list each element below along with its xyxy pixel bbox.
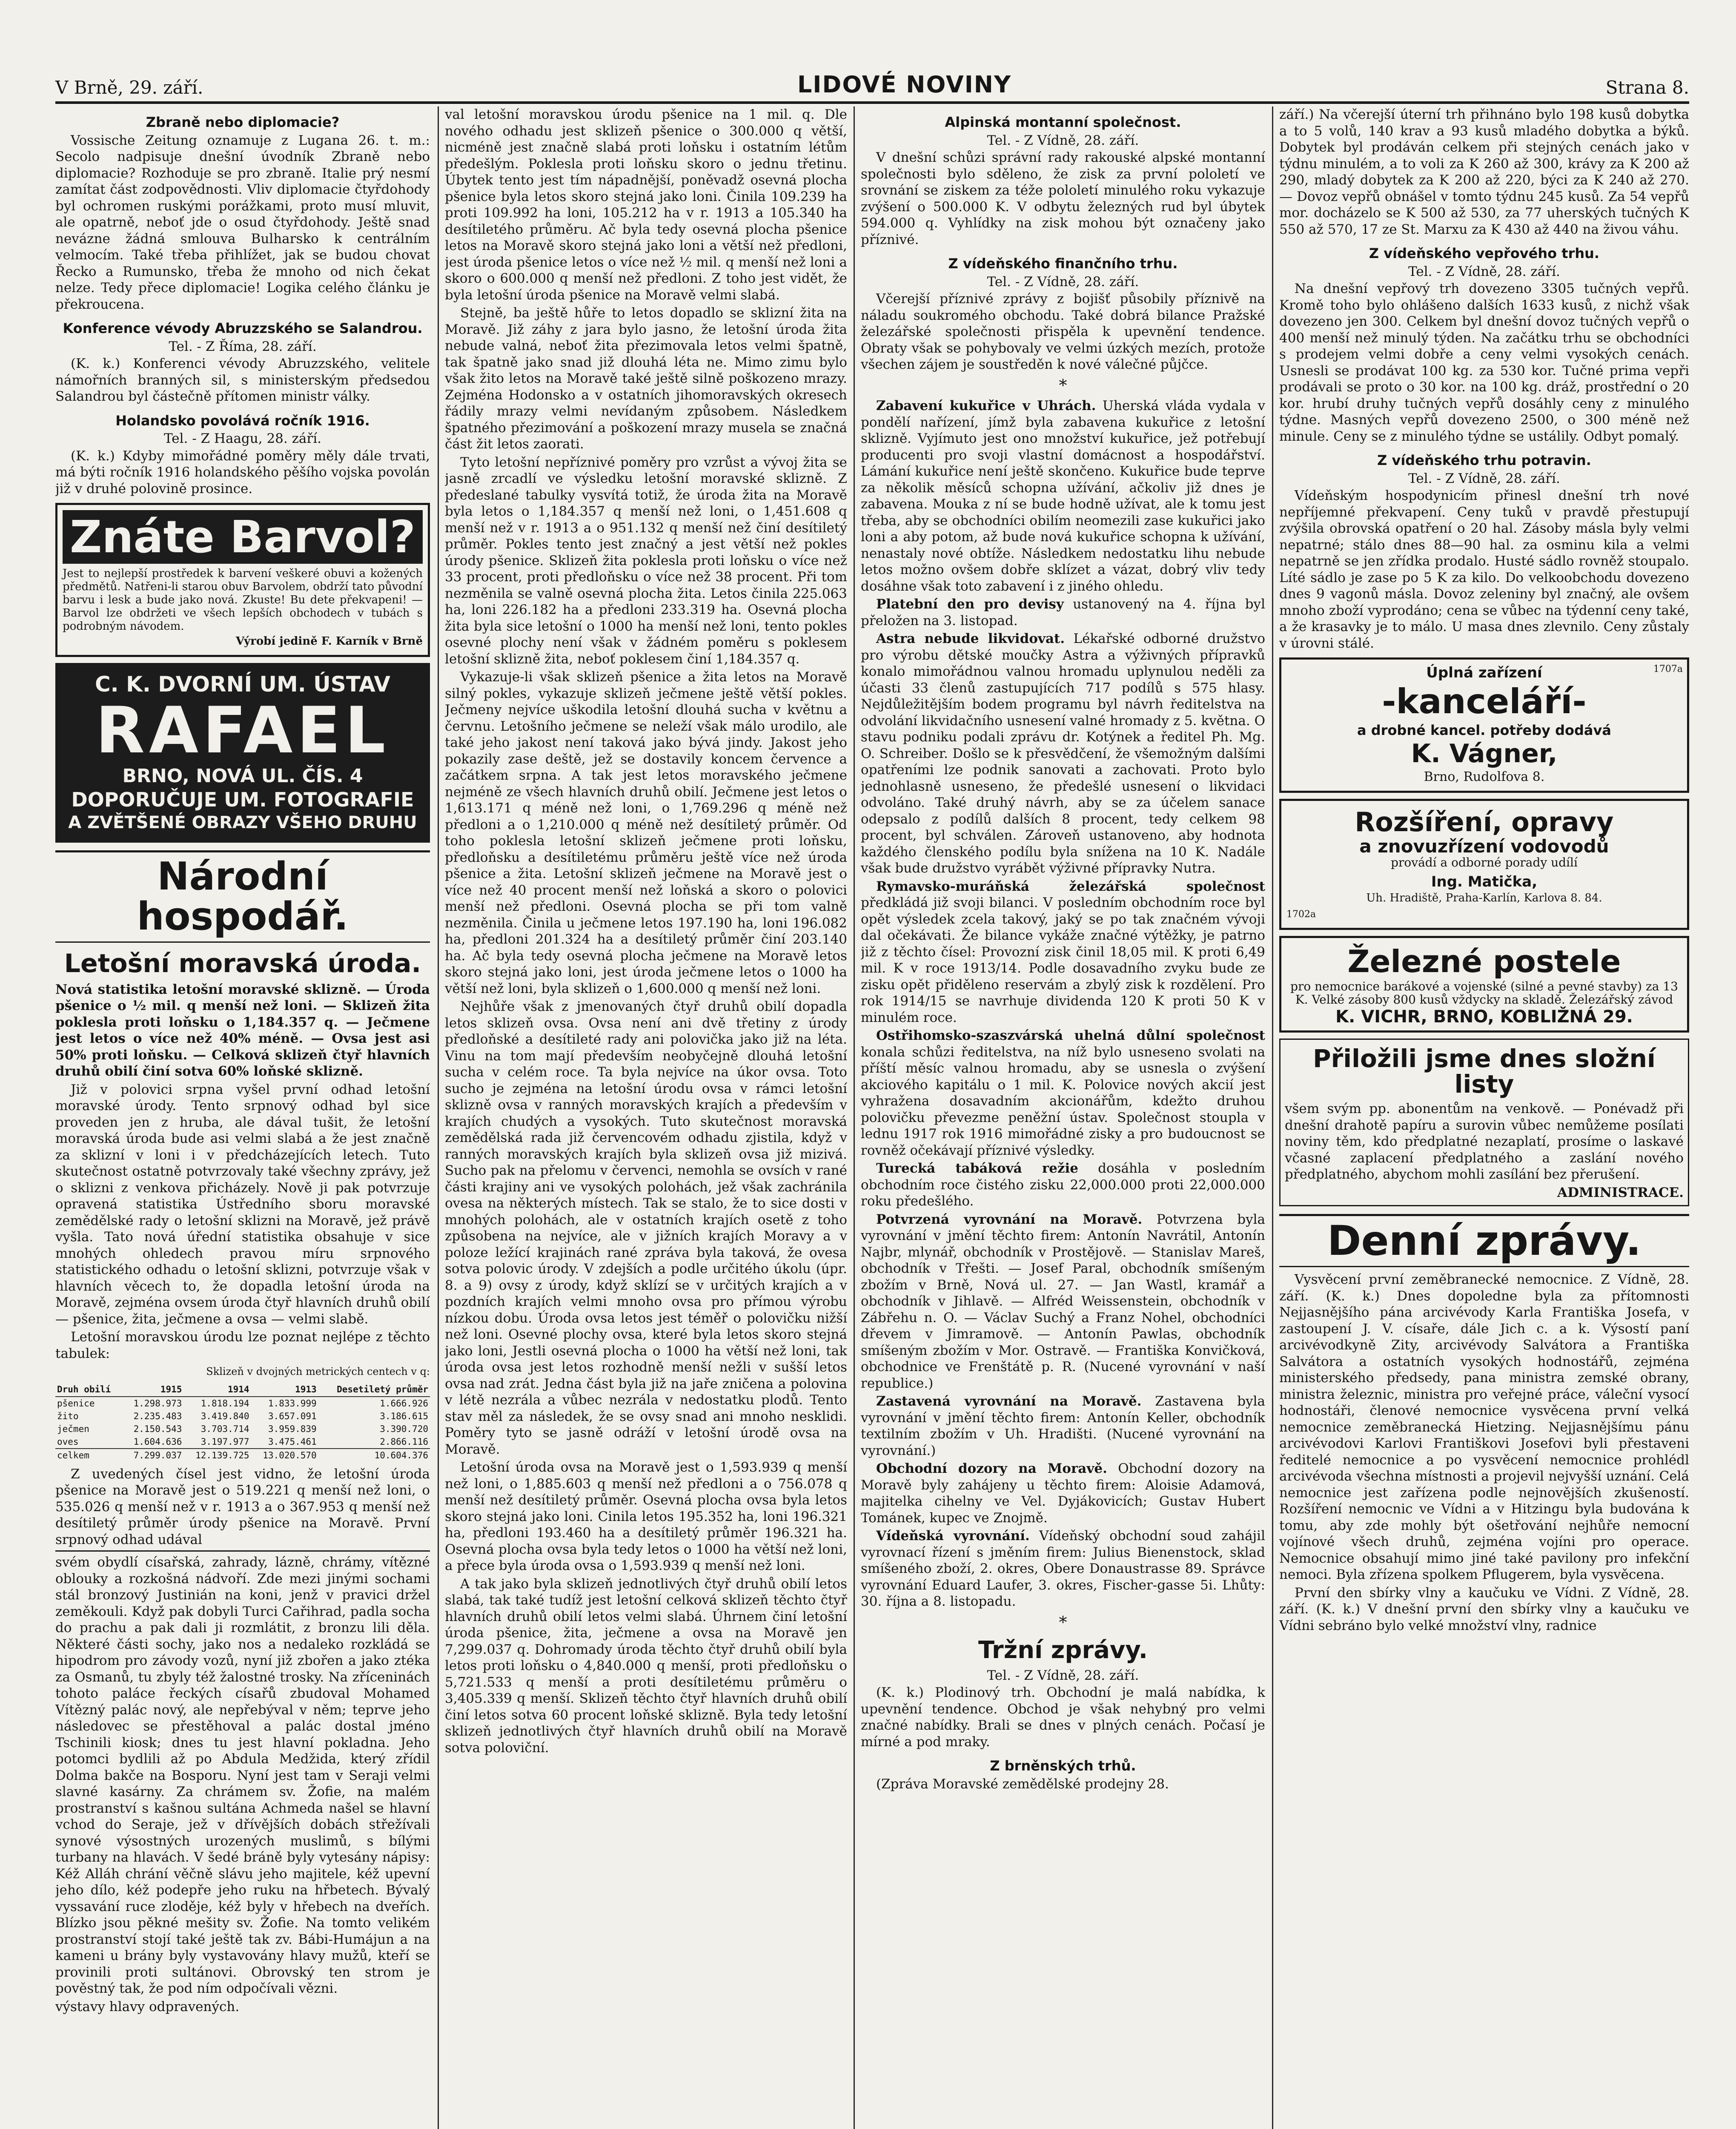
table-cell: 7.299.037: [123, 1449, 183, 1462]
article-body: (K. k.) Plodinový trh. Obchodní je malá nabídka, k upevnění tendence. Obchod je však nehybný pro velmi značné nabídky. Brali se dnes v plných cenách. Počasí je mírné a pod mraky.: [861, 1685, 1265, 1750]
table-row: [55, 1397, 430, 1410]
table-cell: 1.298.973: [133, 1398, 182, 1409]
dateline: Tel. - Z Vídně, 28. září.: [987, 1667, 1139, 1683]
table-cell: oves: [57, 1436, 79, 1447]
ad-name: K. Vágner,: [1411, 739, 1558, 769]
table-header-cell: 1913: [251, 1383, 318, 1397]
harvest-table: [55, 1383, 430, 1462]
table-cell: 3.475.461: [268, 1436, 317, 1447]
table-cell: 3.186.615: [380, 1411, 428, 1421]
ad-line: a znovuzřízení vodovodů: [1359, 835, 1609, 857]
table-cell: 3.703.714: [201, 1423, 249, 1434]
ad-address: Brno, Rudolfova 8.: [1424, 769, 1545, 784]
article-title: Alpinská montanní společnost.: [945, 114, 1181, 130]
article-body: První den sbírky vlny a kaučuku ve Vídni. Z Vídně, 28. září. (K. k.) V dnešní první den sbírky vlny a kaučuku ve Vídni sebráno bylo velké množství vlny, radnice: [1279, 1585, 1689, 1633]
ad-line: Úplná zařízení: [1426, 664, 1542, 681]
ad-title: Znáte Barvol?: [63, 510, 423, 564]
article-title: Z vídeňského vepřového trhu.: [1369, 245, 1600, 261]
column-1: [55, 106, 430, 2129]
ad-code: 1707a: [1653, 664, 1683, 674]
lead-summary: Nová statistika letošní moravské sklizně. — Úroda pšenice o ½ mil. q menší než loni. — Sklizeň žita poklesla proti loňsku o 1,184.357 q. — Ječmene jest letos o více než 40% méně. — Ovsa jest asi 50% proti loňsku. — Celková sklizeň čtyř hlavních druhů obilí činí sotva 60% loňské sklizně.: [55, 981, 430, 1079]
feuilleton-body: svém obydlí císařská, zahrady, lázně, chrámy, vítězné oblouky a rozkošná nádvoří. Zde mezi jinými sochami stál bronzový Justinián na koni, jenž v pravici držel zeměkouli. Když pak dobyli Turci Cařihrad, padla socha do prachu a pak dali ji rozmlátit, z bronzu lili děla. Některé části sochy, jako nos a nedaleko rozkládá se hipodrom pro závody vozů, nyní již zbořen a jako ztéka za Osmanů, tu zbyly též žalostné trosky. Na zříceninách tohoto paláce řeckých císařů zbudoval Mohamed Vítězný palác nový, ale nepřebýval v něm; teprve jeho následovec se přestěhoval a palác dostal jméno Tschinili kiosk; dnes tu jest hlavní pokladna. Jeho potomci bydlili až po Abdula Medžida, který zřídil Dolma bakče na Bosporu. Nyní jest tam v Seraji velmi slavné kasárny. Za chrámem sv. Žofie, na malém prostranství s kašnou sultána Achmeda našel se hlavní vchod do Seraje, jež v dřívějších dobách střežívali synové výsostných urozených muslimů, s bílými turbany na hlavách. V šedé bráně byly vytesány nápisy: Kéž Alláh chrání věčně slávu jeho majitele, kéž upevní jeho dílo, kéž podepře jeho ruku na hřbetech. Bývalý vyssavání ruce zloděje, kéž byly v hřebech na dveřích. Blízko jsou pěkné mešity sv. Žofie. Na tomto velikém prostranství stojí také ještě tak zv. Bábi-Humájun a na kameni u brány byly vystavovány hlavy mužů, kteří se provinili proti sultánovi. Obrovský ten strom je pověstný tak, že pod ním odpočívali vězni.: [55, 1555, 430, 1996]
advertisement-beds: [1279, 936, 1689, 1033]
article-title: Holandsko povolává ročník 1916.: [115, 412, 370, 429]
article-body: Z uvedených čísel jest vidno, že letošní úroda pšenice na Moravě jest o 519.221 q menší než loni, o 535.026 q menší než v r. 1913 a o 367.953 q menší než desítiletý průměr úrody pšenice na Moravě. První srpnový odhad udával: [55, 1466, 430, 1547]
ad-address: Uh. Hradiště, Praha-Karlín, Karlova 8. 84.: [1366, 892, 1602, 904]
table-cell: 3.959.839: [268, 1423, 317, 1434]
article-body: Stejně, ba ještě hůře to letos dopadlo se sklizní žita na Moravě. Již záhy z jara bylo jasno, že letošní úroda žita nebude valná, neboť žita přezimovala letos velmi špatně, tak špatně jako snad již dlouhá léta ne. Mimo zimu bylo však žito letos na Moravě také ještě silně poškozeno mrazy. Zejména Hodonsko a v ostatních jihomoravských okresech řádily mrazy velmi nevídaným způsobem. Následkem špatného přezimování a poškození mrazy musela se značná část žit letos zaorati.: [445, 305, 847, 452]
divider: [55, 1550, 430, 1552]
article-body: Na dnešní vepřový trh dovezeno 3305 tučných vepřů. Kromě toho bylo ohlášeno dalších 1633 kusů, z nichž však dovezeno jen 300. Celkem byl dnešní dovoz tučných vepřů o 400 menší než minulý týden. Na začátku trhu se obchodníci s prodejem velmi dobře a ceny velmi vysokých cenách. Usnesli se prodávat 100 kg. za 530 kor. Tučné prima vepři prodávali se proto o 30 kor. na 100 kg. dráž, prostřední o 20 kor. hrubí druhy tučných vepřů dosáhly ceny z minulého týdne. Masných vepřů dovezeno 2500, o 300 méně než minule. Ceny se z minulého týdne se ustálily. Odbyt pomalý.: [1279, 281, 1689, 444]
table-cell: 13.020.570: [251, 1449, 318, 1462]
dateline: Tel. - Z Vídně, 28. září.: [1408, 264, 1560, 279]
table-intro: Letošní moravskou úrodu lze poznat nejlépe z těchto tabulek:: [55, 1329, 430, 1361]
article-body: Letošní úroda ovsa na Moravě jest o 1,593.939 q menší než loni, o 1,885.603 q menší než předloni a o 756.078 q menší než desítiletý průměr. Osevná plocha ovsa byla letos skoro stejná jako loni. Cinila letos 195.352 ha, loni 196.321 ha, předloni 193.460 ha a desítiletý průměr 196.321 ha. Osevná plocha ovsa byla tedy letos o 1000 ha větší než loni, a přece byla úroda ovsa o 1,593.939 q menší než loni.: [445, 1460, 847, 1573]
ad-text: Jest to nejlepší prostředek k barvení veškeré obuvi a kožených předmětů. Natřeni-li starou obuv Barvolem, obdrží tato původní barvu i lesk a bude jako nová. Zkuste! Bu dete překvapeni! — Barvol lze obdržeti ve všech lepších obchodech v tubách s podrobným návodem.: [63, 567, 423, 633]
article-body: Vysvěcení první zeměbranecké nemocnice. Z Vídně, 28. září. (K. k.) Dnes dopoledne byla za přítomnosti Nejjasnějšího pána arcivévody Karla Františka Josefa, v zastoupení J. V. císaře, dále Jich c. a k. Výsostí paní arcivévodkyně Zity, arcivévody Salvátora a Františka Salvátora a ostatních vysokých hodnostářů, zejména ministerského předsedy, pana ministra zemské obrany, ministra železnic, ministra pro veřejné práce, váleční vysocí hodnostáři, členové nemocnice vysvěcena první velká nemocnice zeměbranecká Hietzing. Nejjasnějšímu pánu arcivévodovi Karlovi Františkovi Josefovi byli přestaveni ředitelé nemocnice a po vysvěcení nemocnice prohlédl arcivévoda všechna místnosti a projevil nejvyšší uznání. Celá nemocnice jest zařízena podle nejnovějších zkušeností. Rozšíření nemocnic ve Vídni a v Hitzingu byla budována k tomu, aby zde mohly být ošetřování nejhůře nemocní vojínové všech druhů, zejména vojíni pro operace. Nemocnice obsahují mimo jiné také pavilony pro infekční nemoci. Byla zřízena spolkem Pflugerem, byla vysvěcena.: [1279, 1272, 1689, 1583]
lead-body: Již v polovici srpna vyšel první odhad letošní moravské úrody. Tento srpnový odhad byl sice proveden jen z hruba, ale dával tušit, že letošní moravská úroda bude asi velmi slabá a že jest značně za sklizní v loni i v předcházejících letech. Tuto skutečnost ostatně potvrzovaly také všechny zprávy, jež o sklizni z venkova přicházely. Nově ji pak potvrzuje opravená statistika Ústředního sboru moravské zemědělské rady o letošní sklizni na Moravě, jež právě vyšla. Tato nová úřední statistika obsahuje v sice mnohých ohledech pravou míru srpnového statistického odhadu o letošní sklizni, potvrzuje však v hlavních věcech to, že dopadla letošní úroda na Moravě, zejména ovsem úroda čtyř hlavních druhů obilí — pšenice, žita, ječmene a ovsa — velmi slabě.: [55, 1082, 430, 1327]
item-title: Rymavsko-muráňská železářská společnost: [876, 878, 1265, 894]
article-body: Tyto letošní nepříznivé poměry pro vzrůst a vývoj žita se jasně zrcadlí ve výsledku letošní moravské sklizně. Z předeslané tabulky vysvítá totiž, že úroda žita na Moravě byla letos o 1,184.357 q menší než loni, o 1,451.608 q menší než v r. 1913 a o 951.132 q menší než činí desítiletý průměr. Pokles tento jest značný a jest větší než pokles úrody pšenice. Sklizeň žita poklesla proti loňsku o více než 33 procent, proti předloňsku o více než 38 procent. Při tom nezměnila se valně osevná plocha žita. Letos činila 225.063 ha, loni 226.182 ha a předloni 233.319 ha. Osevná plocha žita byla sice letošní o 1000 ha menší než loni, tento pokles osevné plochy není však v žádném poměru s poklesem letošní sklizně žita, neboť poklesem činí 1,184.357 q.: [445, 454, 847, 667]
section-title: Denní zprávy.: [1279, 1214, 1689, 1267]
ad-text: pro nemocnice barákové a vojenské (silné a pevné stavby) za 13 K. Velké zásoby 800 kusů vždycky na skladě. Železářský závod: [1290, 979, 1678, 1007]
notice-title: Přiložili jsme dnes složní listy: [1313, 1044, 1656, 1099]
table-cell: ječmen: [57, 1423, 89, 1434]
article-body: A tak jako byla sklizeň jednotlivých čtyř druhů obilí letos slabá, tak také tudíž jest letošní celková sklizeň těchto čtyř hlavních druhů obilí letos velmi slabá. Úhrnem činí letošní úroda pšenice, žita, ječmene a ovsa na Moravě jen 7,299.037 q. Dohromady úroda těchto čtyř druhů obilí byla letos proti loňsku o 4,840.000 q menší, proti předloňsku o 5,721.533 q menší a proti desítiletému průměru o 3,405.339 q menší. Sklizeň těchto čtyř hlavních druhů obilí činí letos sotva 60 procent loňské sklizně. Byla tedy letošní sklizeň jednotlivých čtyř hlavních druhů obilí na Moravě sotva poloviční.: [445, 1576, 847, 1756]
table-cell: 3.657.091: [268, 1411, 317, 1421]
ad-line: C. K. DVORNÍ UM. ÚSTAV: [95, 671, 391, 697]
item-title: Zastavená vyrovnání na Moravě.: [876, 1394, 1142, 1409]
dateline: Tel. - Z Vídně, 28. září.: [987, 274, 1139, 290]
column-3: [861, 106, 1265, 2129]
dateline: Tel. - Z Vídně, 28. září.: [987, 132, 1139, 148]
separator-star: *: [1059, 1613, 1067, 1632]
table-total-row: [55, 1449, 430, 1462]
table-caption: Sklizeň v dvojných metrických centech v q:: [206, 1366, 430, 1377]
ad-line: A ZVĚTŠENÉ OBRAZY VŠEHO DRUHU: [68, 812, 417, 832]
ad-line: BRNO, NOVÁ UL. ČÍS. 4: [122, 765, 363, 787]
item-title: Turecká tabáková režie: [876, 1161, 1078, 1176]
item-title: Obchodní dozory na Moravě.: [876, 1461, 1107, 1476]
table-cell: žito: [57, 1411, 79, 1421]
dateline: Tel. - Z Haagu, 28. září.: [163, 431, 322, 446]
notice-body: všem svým pp. abonentům na venkově. — Ponévadž při dnešní drahotě papíru a surovin vůbec nemůžeme posílati noviny těm, kdo předplatné nezaplatí, prosíme o laskavé včasné zaplacení předplatného a zaslání nového předplatného, abychom mohli zasílání bez přerušení.: [1285, 1101, 1684, 1182]
ad-seller: Výrobí jedině F. Karník v Brně: [235, 635, 423, 648]
table-header-cell: Desetiletý průměr: [318, 1383, 430, 1397]
item-body: předkládá již svoji bilanci. V posledním obchodním roce byl opět výsledek zcela takový, jaký se po tak značném vývoji dal očekávati. Že bilance vykáže značné výtěžky, je patrno již z těchto čísel: Provozní zisk činil 18,05 mil. K proti 6,49 mil. K v roce 1913/14. Podle dosavadního zvyku bude ze zisku opět přiděleno reservám a zbylý zisk k rozdělení. Pro rok 1914/15 se navrhuje dividenda 120 K proti 50 K v minulém roce.: [861, 895, 1265, 1025]
item-title: Zabavení kukuřice v Uhrách.: [876, 398, 1096, 413]
table-header-cell: 1914: [183, 1383, 251, 1397]
advertisement-vagner: [1279, 657, 1689, 793]
article-body: Vossische Zeitung oznamuje z Lugana 26. t. m.: Secolo nadpisuje dnešní úvodník Zbraně nebo diplomacie? Rozhoduje se pro zbraně. Italie prý nesmí zamítat část zodpovědnosti. Vliv diplomacie čtyřdohody byl ochromen ruskými porážkami, proto musí mluvit, ale opatrně, neboť jde o osud čtyřdohody. Ještě snad nevázne žádná smlouva Bulharsko k centrálním velmocím. Také třeba přihlížet, jak se budou chovat Řecko a Rumunsko, třeba že mnoho od nich čekat nelze. Tedy přece diplomacie! Logika celého článku je překroucena.: [55, 132, 430, 312]
dateline: Tel. - Z Vídně, 28. září.: [1408, 471, 1560, 486]
section-title: Národní hospodář.: [55, 850, 430, 943]
page-number: Strana 8.: [1605, 77, 1689, 98]
table-header-cell: Druh obilí: [55, 1383, 123, 1397]
table-cell: 1.604.636: [133, 1436, 182, 1447]
table-cell: 3.197.977: [201, 1436, 249, 1447]
table-cell: 10.604.376: [318, 1449, 430, 1462]
table-cell: pšenice: [57, 1398, 95, 1409]
item-body: Lékařské odborné družstvo pro výrobu dětské moučky Astra a výživných přípravků konalo mimořádnou valnou hromadu uplynulou neděli za účasti 33 členů zastupujících 717 podílů s 575 hlasy. Nejdůležitějším bodem programu byl návrh ředitelstva na odvolání likvidačního usnesení valné hromady z 5. května. O stavu podniku podali zprávu dr. Kotýnek a ředitel Ph. Mg. O. Schreiber. Došlo se k přesvědčení, že všemožným dalšími opatřeními lze podnik sanovati a zachovati. Proto bylo jednohlasně usneseno, že předešlé usnesení o likvidaci odvoláno. Také druhý návrh, aby se za účelem sanace odepsalo z podílů dalších 8 procent, tedy celkem 98 procent, byl schválen. Zároveň ustanoveno, aby hodnota každého členského podílu byla snížena na 10 K. Nadále však bude družstvo vyrábět výživné přípravky Nutra.: [861, 631, 1265, 876]
column-rule: [854, 106, 855, 2129]
article-body: Vídeňským hospodynicím přinesl dnešní trh nové nepříjemné překvapení. Ceny tuků v pravdě přestupují zvýšila obrovská opatření o 20 hal. Zásoby másla byly velmi nepatrné; stálo dnes 88—90 hal. za osminu kila a velmi nepatrně se jen zřídka prodalo. Husté sádlo rovněž stoupalo. Líté sádlo je zase po 5 K za kilo. Do velkoobchodu dovezeno dnes 9 vagonů másla. Dovoz zeleniny byl značný, ale ovšem mnoho zboží vyprodáno; cena se vůbec na týdenní ceny také, a že krasavky je to málo. U masa dnes zlevnilo. Ceny zůstaly v úrovni stálé.: [1279, 488, 1689, 651]
ad-title: Rozšíření, opravy: [1355, 806, 1614, 838]
item-body: Vídeňský obchodní soud zahájil vyrovnací řízení s jměním firem: Julius Bienenstock, sklad smíšeného zboží, 2. okres, Obere Donaustrasse 89. Správce vyrovnání Eduard Laufer, 3. okres, Fischer-gasse 5i. Lhůty: 30. října a 8. listopadu.: [861, 1528, 1265, 1609]
ad-line: DOPORUČUJE UM. FOTOGRAFIE: [71, 788, 414, 811]
ad-code: 1702a: [1286, 909, 1316, 920]
article-title: Z vídeňského trhu potravin.: [1377, 452, 1591, 468]
table-cell: 12.139.725: [183, 1449, 251, 1462]
item-title: Vídeňská vyrovnání.: [876, 1528, 1030, 1544]
advertisement-waterworks: [1279, 799, 1689, 930]
article-title: Z brněnských trhů.: [990, 1758, 1136, 1774]
ad-name: Ing. Matička,: [1431, 873, 1538, 890]
item-body: ustanovený na 4. října byl přeložen na 3. listopad.: [861, 597, 1265, 628]
article-body: val letošní moravskou úrodu pšenice na 1 mil. q. Dle nového odhadu jest sklizeň pšenice o 300.000 q větší, nicméně jest značně slabá proti loňsku i ostatním létům předešlým. Poklesla proti loňsku skoro o jednu třetinu. Úbytek tento jest tím nápadnější, poněvadž osevná plocha pšenice byla letos skoro stejná jako loni. Činila 109.239 ha proti 109.992 ha loni, 105.212 ha v r. 1913 a 105.340 ha desítiletého průměru. Ač byla tedy osevná plocha pšenice letos na Moravě skoro stejná jako loni a větší než předloni, jest úroda pšenice letos o více než ½ mil. q menší než loni a skoro o 600.000 q menší než předloni. Z toho jest vidět, že byla letošní úroda pšenice na Moravě velmi slabá.: [445, 107, 847, 303]
item-title: Platební den pro devisy: [876, 597, 1064, 612]
subscription-notice: [1279, 1039, 1689, 1207]
table-cell: 3.390.720: [380, 1423, 428, 1434]
column-4: [1279, 106, 1689, 2129]
ad-line: provádí a odborné porady udílí: [1391, 855, 1578, 869]
article-body: (Zpráva Moravské zemědělské prodejny 28.: [876, 1776, 1169, 1792]
item-body: Zastavena byla vyrovnání v jmění těchto firem: Antonín Keller, obchodník textilním zbožím v Uh. Hradišti. (Nucené vyrovnání na vyrovnání.): [861, 1394, 1265, 1458]
article-body: září.) Na včerejší úterní trh přihnáno bylo 198 kusů dobytka a to 5 volů, 140 krav a 93 kusů mladého dobytka a býků. Dobytek byl prodáván celkem při stejných cenách jako v týdnu minulém, a to voli za K 260 až 300, krávy za K 200 až 290, mladý dobytek za K 200 až 220, býci za K 240 až 270. — Dovoz vepřů obnášel v tomto týdnu 245 kusů. Za 54 vepřů mor. docházelo se K 500 až 530, za 77 uherských tučných K 550 až 570, 17 ze St. Marxu za K 430 až 440 na živou váhu.: [1279, 107, 1689, 237]
ad-name: K. VICHR, BRNO, KOBLIŽNÁ 29.: [1335, 1007, 1633, 1027]
lead-title: Letošní moravská úroda.: [64, 948, 421, 978]
item-title: Potvrzená vyrovnání na Moravě.: [876, 1211, 1143, 1227]
column-2: [445, 106, 847, 2129]
ad-line: a drobné kancel. potřeby dodává: [1357, 722, 1611, 738]
item-body: dosáhla v posledním obchodním roce čistého zisku 22,000.000 proti 22,000.000 roku předešlého.: [861, 1161, 1265, 1209]
table-cell: 1.818.194: [201, 1398, 249, 1409]
table-cell: 2.150.543: [133, 1423, 182, 1434]
item-body: Obchodní dozory na Moravě byly zahájeny u těchto firem: Aloisie Adamová, majitelka cihelny ve Vel. Dyjákovicích; Gustav Hubert Tománek, kupec ve Znojmě.: [861, 1461, 1265, 1526]
header-rule: [55, 101, 1689, 104]
dateline: Tel. - Z Říma, 28. září.: [169, 339, 317, 354]
table-row: [55, 1423, 430, 1435]
column-rule: [1272, 106, 1273, 2129]
article-body: Včerejší příznivé zprávy z bojišť působily příznivě na náladu soukromého obchodu. Také dobrá bilance Pražské železářské společnosti přispěla k upevnění tendence. Obraty však se pohybovaly ve velmi úzkých mezích, protože všechen zájem je soustředěn k nové válečné půjčce.: [861, 291, 1265, 372]
article-title: Z vídeňského finančního trhu.: [948, 255, 1178, 272]
header-date: V Brně, 29. září.: [55, 77, 203, 98]
table-row: [55, 1410, 430, 1423]
table-row: [55, 1435, 430, 1449]
advertisement-rafael: [55, 663, 430, 843]
table-cell: 2.866.116: [380, 1436, 428, 1447]
feuilleton-end: výstavy hlavy odpravených.: [55, 1999, 240, 2014]
section-title: Tržní zprávy.: [978, 1636, 1148, 1664]
table-cell: celkem: [55, 1449, 123, 1462]
table-cell: 1.666.926: [380, 1398, 428, 1409]
item-title: Ostřihomsko-szaszvárská uhelná důlní společnost: [876, 1028, 1265, 1043]
table-cell: 2.235.483: [133, 1411, 182, 1421]
article-body: (K. k.) Konferenci vévody Abruzzského, velitele námořních branných sil, s ministerským předsedou Salandrou byl částečně přítomen ministr války.: [55, 356, 430, 404]
item-body: Potvrzena byla vyrovnání v jmění těchto firem: Antonín Navrátil, Antonín Najbr, mlynář, obchodník v Prostějově. — Stanislav Mareš, obchodník v Třešti. — Josef Paral, obchodník smíšeným zbožím v Brně, Nová ul. 27. — Jan Wastl, kramář a obchodník v Jihlavě. — Alfréd Weissenstein, obchodník v Zábřehu n. O. — Václav Suchý a Franz Nohel, obchodníci dřevem v Jimramově. — Antonín Pawlas, obchodník smíšeným zbožím v Mor. Ostravě. — Františka Konvičková, obchodnice ve Frenštátě p. R. (Nucené vyrovnání v naší republice.): [861, 1211, 1265, 1391]
table-header-cell: 1915: [123, 1383, 183, 1397]
column-rule: [438, 106, 439, 2129]
page-header: [55, 64, 1689, 98]
notice-signature: ADMINISTRACE.: [1557, 1185, 1684, 1200]
ad-title: -kanceláří-: [1382, 681, 1587, 721]
item-body: Uherská vláda vydala v pondělí nařízení, jímž byla zabavena kukuřice z letošní sklizně. Vyjímuto jest ono množství kukuřice, jež potřebují producenti pro svoji vlastní domácnost a hospodářství. Lámání kukuřice není ještě skončeno. Kukuřice bude teprve za několik měsíců schopna užívání, ačkoliv již dnes je zabavena. Mouka z ní se bude hodně užívat, ale k tomu jest třeba, aby se obchodníci obilím neomezili zase kukuřici jako loni a aby potom, až bude nová kukuřice schopna k užívání, nenastaly nové obtíže. Následkem nedostatku lihu nebude letos možno ovšem dobře sklízet a vázat, dobrý vliv tedy dosáhne však toto zabavení i z jiného ohledu.: [861, 398, 1265, 594]
advertisement-barvol: [55, 503, 430, 657]
masthead: LIDOVÉ NOVINY: [797, 71, 1012, 98]
article-body: Nejhůře však z jmenovaných čtyř druhů obilí dopadla letos sklizeň ovsa. Ovsa není ani dvě třetiny z úrody předloňské a desítileté rady ani polovička jako již na léta. Vinu na tom mají především neobyčejně dlouhá letošní sucha v celém roce. Ta byla nejvíce na úkor ovsa. Toto sucho je zejména na letošní úrodu ovsa v rámci letošní sklizně ovsa v ranných moravských krajích a především v krajích chudých a vysokých. Tuto skutečnost moravská zemědělská rada již červencovém odhadu zjistila, když v ranných moravských krajích byla sklizeň ovsa již mizivá. Sucho pak na přelomu v červenci, nemohla se ovsích v rané části krajiny ani ve vysokých polohách, jež však zachránila ovesa na některých místech. Tak se stalo, že to sice dosti v mnohých polohách, ale v ostatních krajích osetě z toho způsobena na nejvíce, ale v jižních krajích Moravy a v poloze ležící krajinách rané zpráva byla taková, že ovesa sotva polovic úrody. V zdejších a podle určitého úkolu (úpr. 8. a 9) ovsy z úrody, když sklízí se v určitých krajích a v pozdních krajích velmi mnoho ovsa pro přímou výrobu nízkou dobu. Úroda ovsa letos jest téměř o polovičku nižší než loni. Osevné plochy ovsa, které byla letos skoro stejná jako loni, Jestli osevná plocha o 1000 ha větší než loni, tak úroda ovsa jest letos rozhodně menší nežli v sušší letos ovsa nad zrát. Jedna část byla již na jaře zničena a polovina v létě nezrála a vůbec nezrála v nedostatku plodů. Tento stav měl za následek, že se ovsy snad ani mnoho nesklidi. Poměry tyto se jasně odráží v letošní úrodě ovsa na Moravě.: [445, 999, 847, 1457]
article-body: V dnešní schůzi správní rady rakouské alpské montanní společnosti bylo sděleno, že zisk za první pololetí ve srovnání se ziskem za téže pololetí minulého roku vykazuje zvýšení o 500.000 K. V odbytu železných rud byl úbytek 594.000 q. Vyhlídky na zisk mohou být označeny jako příznivé.: [861, 150, 1265, 247]
table-cell: 1.833.999: [268, 1398, 317, 1409]
item-title: Astra nebude likvidovat.: [876, 631, 1065, 646]
article-body: (K. k.) Kdyby mimořádné poměry měly dále trvati, má býti ročník 1916 holandského pěšího vojska povolán již v druhé polovině prosince.: [55, 448, 430, 496]
article-body: Vykazuje-li však sklizeň pšenice a žita letos na Moravě silný pokles, vykazuje sklizeň ječmene ještě větší pokles. Ječmeny nejvíce uškodila letošní dlouhá sucha v květnu a červnu. Letošního ječmene se neleží však málo urodilo, ale také jeho jakost není taková jako bývá jindy. Jakost jeho pokazily zase deště, jež se dostavily koncem července a začátkem srpna. A tak jest letos moravského ječmene nejméně ze všech hlavních druhů obilí. Ječmene jest letos o 1,613.171 q méně než loni, o 1,769.296 q méně než předloni a o 1,210.000 q méně než desítiletý průměr. Od toho poklesla letošní sklizeň ječmene proti loňsku, předloňsku a desítiletému průměru ještě více než úroda pšenice a žita. Letošní sklizeň ječmene na Moravě jest o více než 40 procent menší než loňská a skoro o polovici menší než předloni. Osevná plocha se při tom valně nezměnila. Činila u ječmene letos 197.190 ha, loni 196.082 ha, předloni 201.324 ha a desítiletý průměr činí 203.140 ha. Ač byla tedy osevná plocha ječmene na Moravě letos skoro stejná jako loni, jest úroda ječmene letos o 1000 ha větší než loni, byla sklizeň o 1,600.000 q menší než loni.: [445, 669, 847, 996]
ad-brand: RAFAEL: [95, 693, 390, 768]
separator-star: *: [1059, 376, 1067, 395]
item-body: konala schůzi ředitelstva, na níž bylo usneseno svolati na příští měsíc valnou hromadu, aby se usnesla o zvýšení akciového kapitálu o 1 mil. K. Polovice nových akcií jest vyhražena dosavadním akcionářům, kdežto druhou polovičku převezme peněžní ústav. Společnost stoupla v lednu 1917 rok 1916 mimořádné zisky a pro budoucnost se rovněž očekávají příznivé výsledky.: [861, 1044, 1265, 1158]
article-title: Konference vévody Abruzzského se Salandrou.: [63, 320, 423, 336]
article-title: Zbraně nebo diplomacie?: [146, 114, 340, 130]
table-cell: 3.419.840: [201, 1411, 249, 1421]
ad-title: Železné postele: [1347, 944, 1621, 979]
